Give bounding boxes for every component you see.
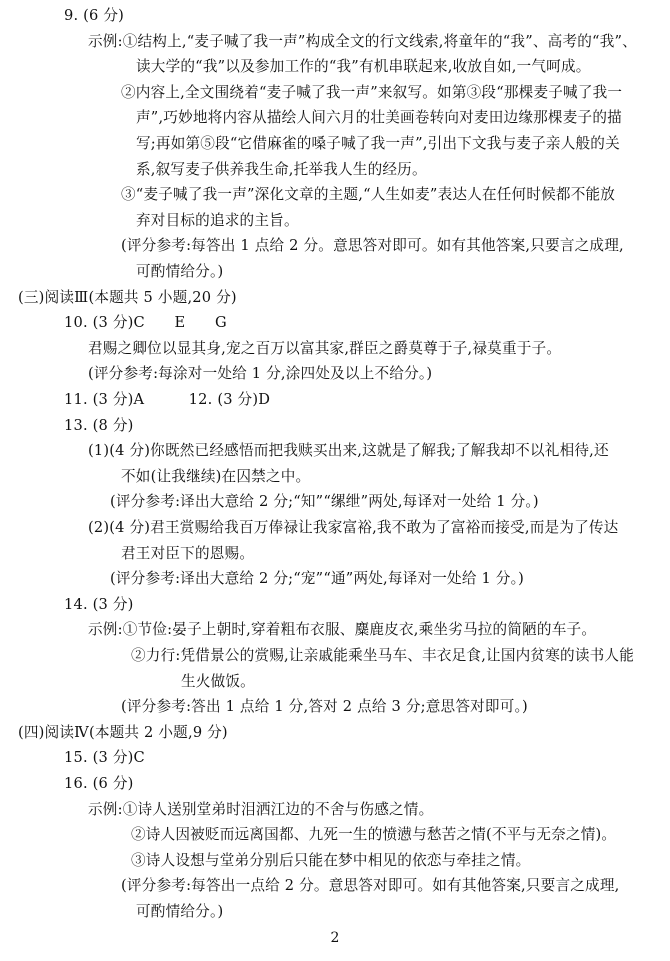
q9-example-line: 示例:①结构上,“麦子喊了我一声”构成全文的行文线索,将童年的“我”、高考的“我”、 [88,32,637,50]
q13-scoring-note: (评分参考:译出大意给 2 分;“宠”“通”两处,每译对一处给 1 分。) [110,570,524,588]
q9-example-line: 写;再如第⑤段“它借麻雀的嗓子喊了我一声”,引出下文我与麦子亲人般的关 [136,135,620,152]
q9-heading: 9. (6 分) [64,7,125,24]
q13-scoring-note: (评分参考:译出大意给 2 分;“知”“缧绁”两处,每译对一处给 1 分。) [110,493,539,511]
q13-translation: (2)(4 分)君王赏赐给我百万俸禄让我家富裕,我不敢为了富裕而接受,而是为了传达 [88,519,619,536]
q9-example-line: 弃对目标的追求的主旨。 [136,211,299,229]
q9-scoring-note: (评分参考:每答出 1 点给 2 分。意思答对即可。如有其他答案,只要言之成理, [121,237,624,255]
q13-translation: (1)(4 分)你既然已经感悟而把我赎买出来,这就是了解我;了解我却不以礼相待,还 [88,442,609,460]
q9-example-line: 系,叙写麦子供养我生命,托举我人生的经历。 [136,160,427,178]
q9-scoring-note: 可酌情给分。) [136,263,224,280]
q16-example-line: 示例:①诗人送别堂弟时泪洒江边的不舍与伤感之情。 [88,800,434,818]
q11-q12-answer: 11. (3 分)A 12. (3 分)D [64,391,271,408]
q10-sentence: 君赐之卿位以显其身,宠之百万以富其家,群臣之爵莫尊于子,禄莫重于子。 [88,339,562,357]
page-number: 2 [330,929,340,946]
q14-scoring-note: (评分参考:答出 1 点给 1 分,答对 2 点给 3 分;意思答对即可。) [121,698,528,716]
q16-scoring-note: (评分参考:每答出一点给 2 分。意思答对即可。如有其他答案,只要言之成理, [121,877,620,895]
q16-scoring-note: 可酌情给分。) [136,903,224,920]
section-heading: (四)阅读Ⅳ(本题共 2 小题,9 分) [18,723,228,741]
q9-example-line: ②内容上,全文围绕着“麦子喊了我一声”来叙写。如第③段“那棵麦子喊了我一 [121,83,623,101]
q9-example-line: ③“麦子喊了我一声”深化文章的主题,“人生如麦”表达人在任何时候都不能放 [121,186,616,204]
q13-heading: 13. (8 分) [64,416,134,434]
q14-example-line: ②力行:凭借景公的赏赐,让亲戚能乘坐马车、丰衣足食,让国内贫寒的读书人能 [131,647,634,664]
q10-scoring-note: (评分参考:每涂对一处给 1 分,涂四处及以上不给分。) [88,365,433,383]
q14-example-line: 示例:①节俭:晏子上朝时,穿着粗布衣服、麋鹿皮衣,乘坐劣马拉的简陋的车子。 [88,621,597,639]
q15-answer: 15. (3 分)C [64,749,145,767]
q14-heading: 14. (3 分) [64,595,134,613]
q14-example-line: 生火做饭。 [181,672,255,690]
q16-example-line: ③诗人设想与堂弟分别后只能在梦中相见的依恋与牵挂之情。 [131,851,531,869]
q10-answer: 10. (3 分)C E G [64,314,227,332]
q9-example-line: 读大学的“我”以及参加工作的“我”有机串联起来,收放自如,一气呵成。 [136,58,591,76]
section-heading: (三)阅读Ⅲ(本题共 5 小题,20 分) [18,288,237,306]
q9-example-line: 声”,巧妙地将内容从描绘人间六月的壮美画卷转向对麦田边缘那棵麦子的描 [136,109,622,127]
q16-heading: 16. (6 分) [64,775,134,792]
q13-translation: 不如(让我继续)在囚禁之中。 [121,467,311,485]
q16-example-line: ②诗人因被贬而远离国都、九死一生的愤懑与愁苦之情(不平与无奈之情)。 [131,826,617,844]
q13-translation: 君王对臣下的恩赐。 [121,544,255,562]
